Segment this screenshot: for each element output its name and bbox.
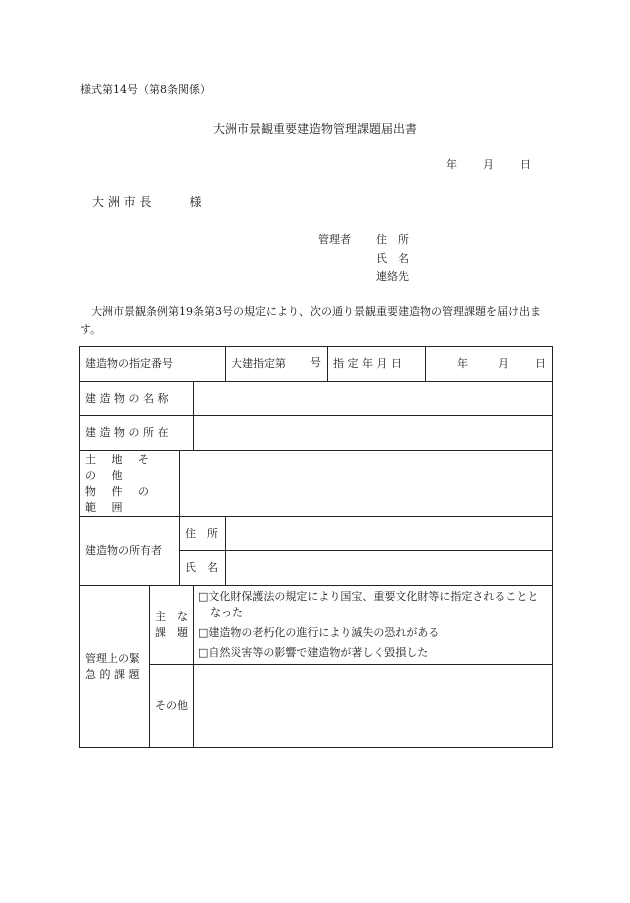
date-month: 月 (483, 158, 494, 171)
main-label-line1: 主 な (155, 610, 188, 623)
building-location-label: 建 造 物 の 所 在 (80, 416, 194, 451)
building-name-field[interactable] (194, 382, 553, 416)
main-issues-options (194, 586, 553, 665)
building-name-label: 建 造 物 の 名 称 (80, 382, 194, 416)
urgent-issues-label (80, 586, 150, 748)
date-year: 年 (446, 158, 457, 171)
issues-label-line1: 管理上の緊 (85, 651, 140, 665)
addressee-honorific: 様 (189, 195, 202, 209)
owner-name-label: 氏 名 (180, 551, 226, 586)
addressee-name: 大 洲 市 長 (92, 195, 152, 209)
designation-suffix: 号 (310, 356, 321, 369)
manager-contact-label: 連絡先 (376, 270, 409, 283)
designation-number-label: 建造物の指定番号 (80, 347, 226, 382)
designation-month: 月 (498, 357, 509, 370)
main-label-line2: 課 題 (155, 626, 188, 639)
checkbox-cultural-property[interactable]: □文化財保護法の規定により国宝、重要文化財等に指定されることとなった (198, 590, 539, 619)
designation-date-label: 指 定 年 月 日 (328, 347, 426, 382)
owner-address-label: 住 所 (180, 517, 226, 551)
notification-table (79, 346, 553, 748)
addressee (92, 193, 201, 210)
owner-address-field[interactable] (226, 517, 553, 551)
other-issues-field[interactable] (194, 665, 553, 748)
manager-label: 管理者 (318, 233, 351, 246)
land-label-line2: 物 件 の 範 囲 (85, 484, 155, 514)
manager-name-label: 氏 名 (376, 252, 409, 265)
land-range-label (80, 451, 180, 517)
manager-address-label: 住 所 (376, 233, 409, 246)
designation-day: 日 (535, 357, 546, 370)
form-number: 様式第14号（第8条関係） (80, 83, 211, 96)
issues-label-line2: 急 的 課 題 (85, 667, 140, 681)
owner-name-field[interactable] (226, 551, 553, 586)
land-range-field[interactable] (180, 451, 553, 517)
checkbox-natural-disaster[interactable]: □自然災害等の影響で建造物が著しく毀損した (198, 646, 429, 659)
owner-label: 建造物の所有者 (80, 517, 180, 586)
statement-text: 大洲市景観条例第19条第3号の規定により、次の通り景観重要建造物の管理課題を届け出ます。 (80, 305, 541, 336)
designation-date-field[interactable] (426, 347, 553, 382)
other-label: その他 (150, 665, 194, 748)
main-issues-label (150, 586, 194, 665)
submission-date (446, 156, 531, 172)
designation-prefix: 大建指定第 (231, 357, 286, 370)
designation-year: 年 (457, 357, 468, 370)
checkbox-deterioration[interactable]: □建造物の老朽化の進行により滅失の恐れがある (198, 626, 440, 639)
document-title: 大洲市景観重要建造物管理課題届出書 (212, 122, 417, 136)
land-label-line1: 土 地 そ の 他 (85, 452, 155, 482)
designation-number-field[interactable] (226, 347, 328, 382)
date-day: 日 (520, 158, 531, 171)
building-location-field[interactable] (194, 416, 553, 451)
